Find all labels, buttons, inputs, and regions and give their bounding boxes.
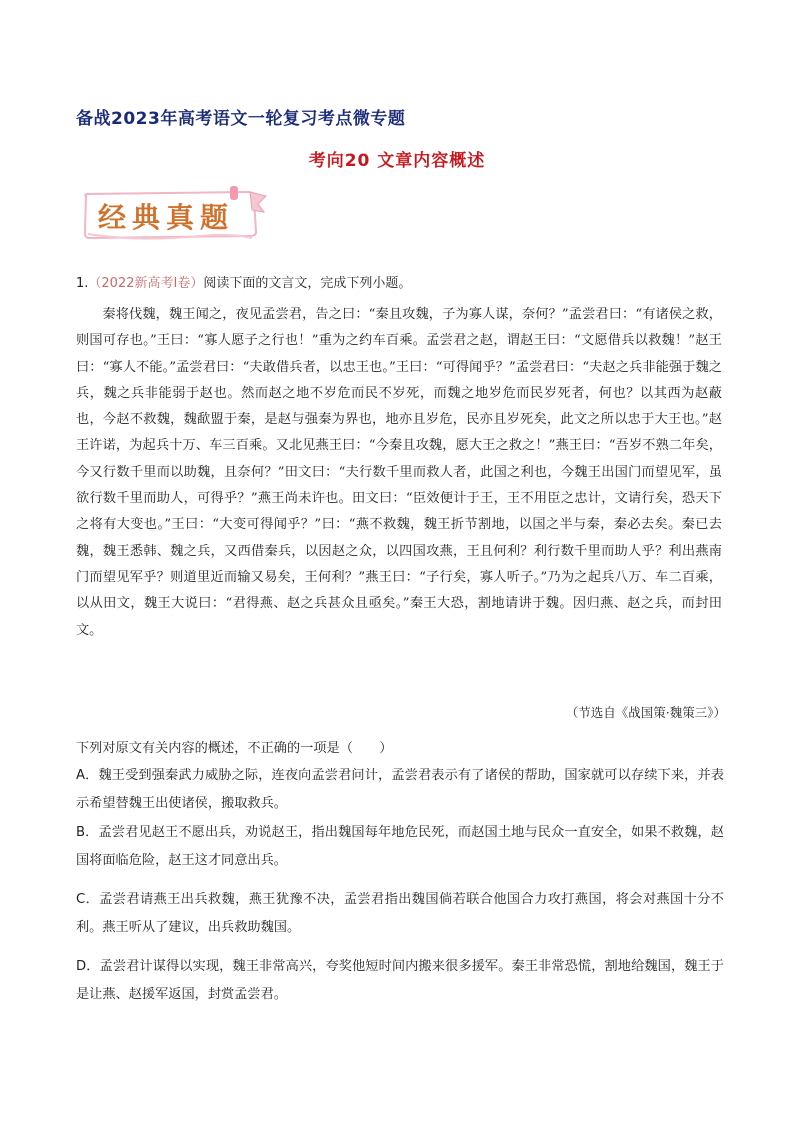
option-a[interactable]: A．魏王受到强秦武力威胁之际，连夜向孟尝君问计，孟尝君表示有了诸侯的帮助，国家就可以存续下来，并表示希望替魏王出使诸侯，搬取救兵。 <box>76 768 724 811</box>
question-source: （2022新高考I卷） <box>88 276 204 291</box>
passage-citation: （节选自《战国策·魏策三》） <box>565 705 726 720</box>
question-number: 1. <box>76 276 89 291</box>
passage-text: 秦将伐魏，魏王闻之，夜见孟尝君，告之曰：“秦且攻魏，子为寡人谋，奈何？”孟尝君曰：“有诸侯之救，则国可存也。”王曰：“寡人愿子之行也！”重为之约车百乘。孟尝君之赵，谓赵王曰：“文愿借兵以救魏！”赵王曰：“寡人不能。”孟尝君曰：“夫敢借兵者，以忠王也。”王曰：“可得闻乎？”孟尝君曰：“夫赵之兵非能强于魏之兵，魏之兵非能弱于赵也。然而赵之地不岁危而民不岁死，而魏之地岁危而民岁死者，何也？以其西为赵蔽也，今赵不救魏，魏歃盟于秦，是赵与强秦为界也，地亦且岁危，民亦且岁死矣，此文之所以忠于大王也。”赵王许诺，为起兵十万、车三百乘。又北见燕王曰：“今秦且攻魏，愿大王之救之！”燕王曰：“吾岁不熟二年矣，今又行数千里而以助魏，且奈何？”田文曰：“夫行数千里而救人者，此国之利也，今魏王出国门而望见军，虽欲行数千里而助人，可得乎？”燕王尚未许也。田文曰：“臣效便计于王，王不用臣之忠计，文请行矣，恐天下之将有大变也。”王曰：“大变可得闻乎？”曰：“燕不救魏，魏王折节割地，以国之半与秦，秦必去矣。秦已去魏，魏王悉韩、魏之兵，又西借秦兵，以因赵之众，以四国攻燕，王且何利？利行数千里而助人乎？利出燕南门而望见军乎？则道里近而输又易矣，王何利？”燕王曰：“子行矣，寡人听子。”乃为之起兵八万、车二百乘，以从田文，魏王大说曰：“君得燕、赵之兵甚众且亟矣。”秦王大恐，割地请讲于魏。因归燕、赵之兵，而封田文。 <box>76 307 722 638</box>
series-title: 备战2023年高考语文一轮复习考点微专题 <box>76 109 406 129</box>
question-intro <box>76 272 726 291</box>
question-stem: 下列对原文有关内容的概述，不正确的一项是（ ） <box>76 741 393 756</box>
topic-title: 考向20 文章内容概述 <box>308 151 486 171</box>
option-d[interactable]: D．孟尝君计谋得以实现，魏王非常高兴，夸奖他短时间内搬来很多援军。秦王非常恐慌，割地给魏国，魏王于是让燕、赵援军返国，封赏孟尝君。 <box>76 959 724 1002</box>
section-badge <box>80 186 268 242</box>
option-b[interactable]: B．孟尝君见赵王不愿出兵，劝说赵王，指出魏国每年地危民死，而赵国土地与民众一直安全，如果不救魏，赵国将面临危险，赵王这才同意出兵。 <box>76 825 724 868</box>
question-instruction: 阅读下面的文言文，完成下列小题。 <box>203 276 412 291</box>
badge-label: 经典真题 <box>98 201 235 234</box>
option-c[interactable]: C．孟尝君请燕王出兵救魏，燕王犹豫不决，孟尝君指出魏国倘若联合他国合力攻打燕国，将会对燕国十分不利。燕王听从了建议，出兵救助魏国。 <box>76 892 724 935</box>
